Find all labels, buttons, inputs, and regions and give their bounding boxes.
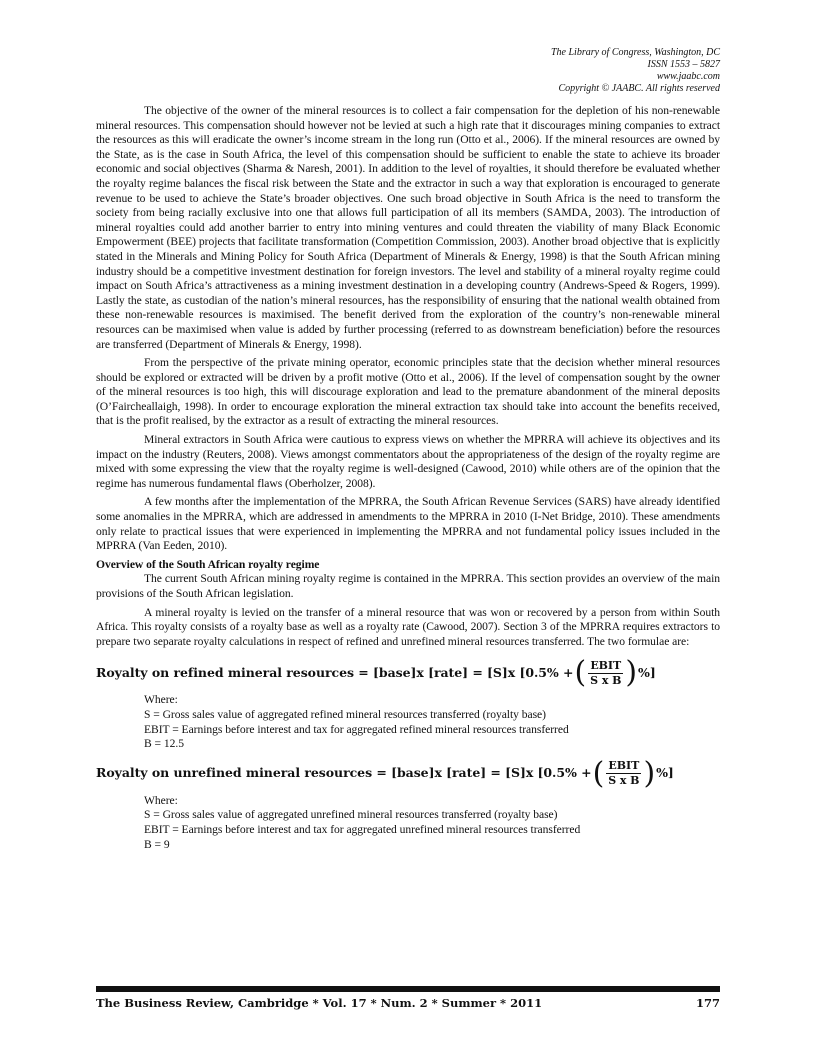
- formula-unrefined-lead: Royalty on unrefined mineral resources = [base]x [rate] = [S]x [0.5% +: [96, 765, 592, 781]
- paragraph-owner-objective: The objective of the owner of the mineral resources is to collect a fair compensation for the depletion of his non-renewable mineral resources. This compensation should however not be levied at such a high rate that it discourages mining companies to extract the resources as this will eradicate the owner’s income stream in the long run (Otto et al., 2006). If the mineral resources are owned by the State, as is the case in South Africa, the level of this compensation should be sufficient to enable the state to achieve its broader economic and social objectives (Sharma & Naresh, 2001). In addition to the level of royalties, it should therefore be evaluated whether the royalty regime balances the fiscal risk between the State and the extractor in such a way that exploration is encouraged to generate revenue to be used to achieve the State’s broader objectives. One such broad objective in South Africa is the need to transform the society from being racially exclusive into one that allows full participation of all its members (SAMDA, 2003). The introduction of mineral royalties could add another barrier to entry into mining ventures and could threaten the viability of many Black Economic Empowerment (BEE) projects that facilitate transformation (Competition Commission, 2003). Another broad objective that is explicitly stated in the Minerals and Mining Policy for South Africa (Department of Minerals & Energy, 1998) is that the South African mining industry should be a competitive investment destination for foreign investors. The level and stability of a mineral royalty regime could impact on South Africa’s attractiveness as a mining investment destination in a developing country (Andrews-Speed & Rogers, 1999). Lastly the state, as custodian of the nation’s mineral resources, has the responsibility of ensuring that the national wealth obtained from these non-renewable resources is maximised. The benefit derived from the exploration of the country’s non-renewable mineral resources can be maximised when value is added by further processing (referred to as downstream beneficiation) before the resources are transferred (Department of Minerals & Energy, 1998).: [96, 104, 720, 351]
- fraction-refined: [588, 659, 623, 688]
- where-ebit: EBIT = Earnings before interest and tax for aggregated refined mineral resources transferred: [144, 722, 569, 736]
- where-b: B = 12.5: [144, 737, 184, 751]
- header-library: The Library of Congress, Washington, DC: [550, 47, 720, 58]
- header-website: www.jaabc.com: [656, 71, 720, 82]
- close-paren: ): [625, 655, 638, 691]
- paragraph-extractor-views: Mineral extractors in South Africa were cautious to express views on whether the MPRRA will achieve its objectives and its impact on the industry (Reuters, 2008). Views amongst commentators about the appropriateness of the design of the royalty regime are mixed with some expressing the view that the royalty regime is well-designed (Cawood, 2010) while others are of the opinion that the regime has numerous fundamental flaws (Oberholzer, 2008).: [96, 433, 720, 490]
- fraction-numerator: EBIT: [590, 658, 622, 672]
- formula-refined-tail: %]: [638, 665, 656, 681]
- paragraph-sars-anomalies: A few months after the implementation of the MPRRA, the South African Revenue Services (SARS) have already identified some anomalies in the MPRRA, which are addressed in amendments to the MPRRA in 2010 (I-Net Bridge, 2010). These amendments only relate to practical issues that were experienced in implementing the MPRRA and not fundamental policy issues included in the MPRRA (Van Eeden, 2010).: [96, 495, 720, 553]
- where-unrefined: [144, 794, 720, 852]
- where-refined: [144, 693, 720, 751]
- where-ebit: EBIT = Earnings before interest and tax for aggregated unrefined mineral resources transferred: [144, 822, 581, 836]
- open-paren: (: [574, 655, 587, 691]
- where-s: S = Gross sales value of aggregated unrefined mineral resources transferred (royalty base): [144, 808, 558, 822]
- article-body: [96, 104, 720, 852]
- paragraph-current-regime: The current South African mining royalty regime is contained in the MPRRA. This section provides an overview of the main provisions of the South African legislation.: [96, 572, 720, 600]
- close-paren: ): [643, 755, 656, 791]
- fraction-numerator: EBIT: [608, 759, 640, 773]
- where-s: S = Gross sales value of aggregated refined mineral resources transferred (royalty base): [144, 707, 546, 721]
- page-footer: [96, 996, 720, 1010]
- open-paren: (: [592, 755, 605, 791]
- fraction-unrefined: [606, 759, 641, 788]
- paragraph-royalty-definition: A mineral royalty is levied on the transfer of a mineral resource that was won or recovered by a person from within South Africa. This royalty consists of a royalty base as well as a royalty rate (Cawood, 2007). Section 3 of the MPRRA requires extractors to prepare two separate royalty calculations in respect of refined and unrefined mineral resources transferred. The two formulae are:: [96, 605, 720, 648]
- footer-rule: [96, 986, 720, 992]
- header-issn: ISSN 1553 – 5827: [647, 59, 720, 70]
- where-label: Where:: [144, 793, 178, 807]
- formula-refined: [96, 653, 720, 693]
- formula-refined-lead: Royalty on refined mineral resources = [base]x [rate] = [S]x [0.5% +: [96, 665, 574, 681]
- paragraph-private-operator: From the perspective of the private mining operator, economic principles state that the decision whether mineral resources should be explored or extracted will be driven by a profit motive (Otto et al., 2006). If the level of compensation sought by the owner of the mineral resources is too high, this will discourage exploration and lead to the premature abandonment of the mineral deposits (O’Faircheallaigh, 1998). In order to encourage exploration the mineral extraction tax should take into account the benefits received, that is the profit realised, by the extractor as a result of extracting the mineral resources.: [96, 356, 720, 428]
- header-copyright: Copyright © JAABC. All rights reserved: [558, 83, 720, 94]
- fraction-denominator: S x B: [608, 774, 640, 788]
- footer-journal: The Business Review, Cambridge * Vol. 17 * Num. 2 * Summer * 2011: [96, 996, 543, 1010]
- formula-unrefined-tail: %]: [656, 765, 674, 781]
- where-b: B = 9: [144, 837, 170, 851]
- page-number: 177: [695, 996, 720, 1010]
- formula-unrefined: [96, 754, 720, 794]
- where-label: Where:: [144, 693, 178, 707]
- fraction-denominator: S x B: [590, 673, 622, 687]
- section-heading: Overview of the South African royalty regime: [96, 557, 320, 571]
- journal-header: [551, 47, 720, 95]
